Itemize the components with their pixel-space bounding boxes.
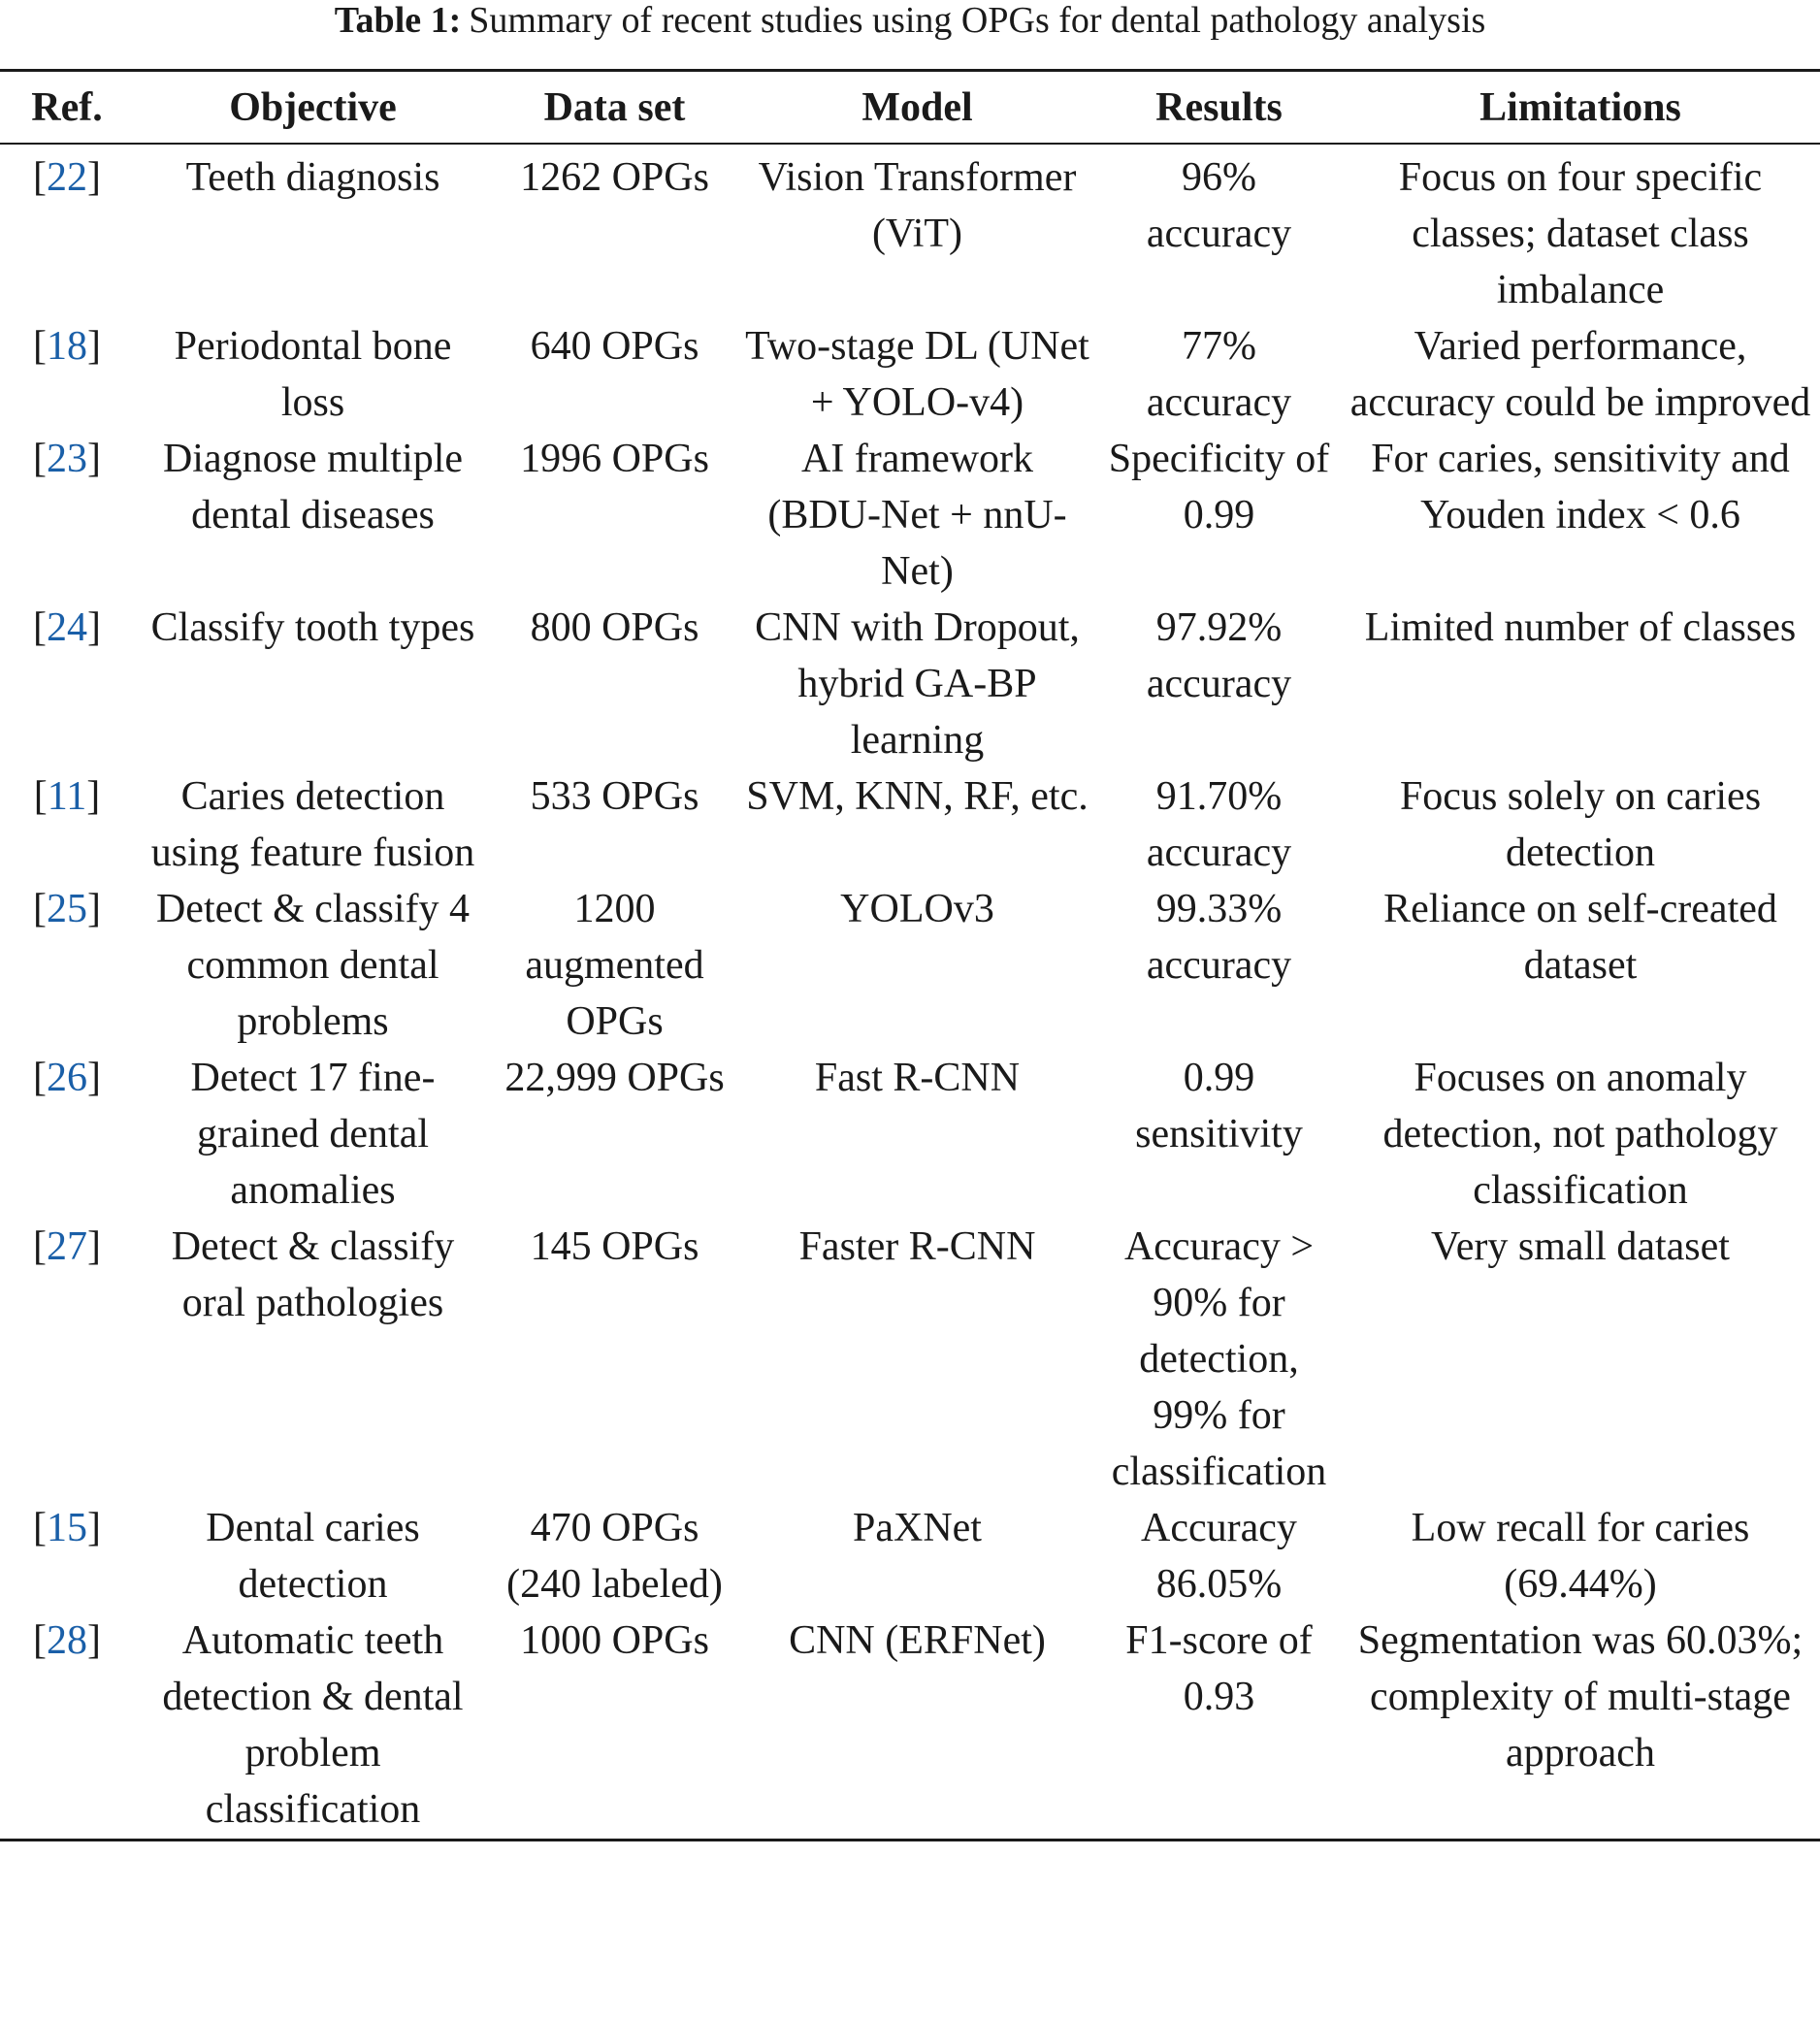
header-model: Model [861, 84, 973, 130]
reference-link[interactable]: 22 [47, 155, 87, 200]
results-cell: F1-score of 0.93 [1125, 1618, 1313, 1719]
table-caption [0, 0, 1820, 41]
limitations-cell: Limited number of classes [1364, 605, 1797, 650]
limitations-cell: Very small dataset [1431, 1224, 1730, 1269]
table-caption-label: Table 1: [334, 0, 462, 41]
objective-cell: Detect & classify 4 common dental problems [155, 887, 471, 1044]
model-cell: YOLOv3 [840, 887, 994, 931]
table-row [0, 1613, 1820, 1841]
dataset-cell: 1262 OPGs [520, 155, 709, 200]
limitations-cell: Focuses on anomaly detection, not pathology classification [1382, 1056, 1778, 1213]
objective-cell: Teeth diagnosis [185, 155, 440, 200]
model-cell: Two-stage DL (UNet + YOLO-v4) [745, 324, 1089, 425]
ref-cell: [23] [33, 437, 101, 481]
model-cell: CNN with Dropout, hybrid GA-BP learning [755, 605, 1080, 763]
dataset-cell: 470 OPGs (240 labeled) [506, 1506, 723, 1607]
results-cell: 0.99 sensitivity [1135, 1056, 1303, 1157]
results-cell: 97.92% accuracy [1146, 605, 1292, 706]
table-caption-text: Summary of recent studies using OPGs for dental pathology analysis [469, 0, 1486, 41]
ref-cell: [25] [33, 887, 101, 931]
header-ref: Ref. [31, 84, 103, 130]
header-limitations: Limitations [1479, 84, 1681, 130]
limitations-cell: Low recall for caries (69.44%) [1411, 1506, 1750, 1607]
table-row [0, 768, 1820, 881]
dataset-cell: 800 OPGs [530, 605, 699, 650]
table-row [0, 318, 1820, 431]
objective-cell: Dental caries detection [206, 1506, 420, 1607]
objective-cell: Detect 17 fine-grained dental anomalies [190, 1056, 436, 1213]
objective-cell: Periodontal bone loss [174, 324, 452, 425]
objective-cell: Automatic teeth detection & dental problem classification [162, 1618, 464, 1832]
objective-cell: Detect & classify oral pathologies [171, 1224, 455, 1325]
objective-cell: Diagnose multiple dental diseases [162, 437, 464, 538]
ref-cell: [18] [33, 324, 101, 369]
reference-link[interactable]: 28 [47, 1618, 87, 1663]
header-row [0, 71, 1820, 145]
model-cell: SVM, KNN, RF, etc. [746, 774, 1089, 819]
dataset-cell: 1996 OPGs [520, 437, 709, 481]
dataset-cell: 1000 OPGs [520, 1618, 709, 1663]
limitations-cell: Reliance on self-created dataset [1383, 887, 1777, 988]
limitations-cell: Varied performance, accuracy could be improved [1349, 324, 1811, 425]
summary-table [0, 69, 1820, 1841]
header-dataset: Data set [543, 84, 686, 130]
dataset-cell: 145 OPGs [530, 1224, 699, 1269]
table-row [0, 1050, 1820, 1219]
model-cell: Fast R-CNN [814, 1056, 1021, 1100]
reference-link[interactable]: 23 [47, 437, 87, 481]
table-row [0, 881, 1820, 1050]
table-row [0, 1500, 1820, 1613]
results-cell: 99.33% accuracy [1146, 887, 1292, 988]
table-body [0, 144, 1820, 1841]
ref-cell: [15] [33, 1506, 101, 1550]
model-cell: AI framework (BDU-Net + nnU-Net) [767, 437, 1067, 594]
results-cell: 77% accuracy [1146, 324, 1292, 425]
reference-link[interactable]: 11 [47, 774, 87, 819]
table-row [0, 600, 1820, 768]
limitations-cell: Segmentation was 60.03%; complexity of multi-stage approach [1357, 1618, 1804, 1776]
results-cell: 96% accuracy [1146, 155, 1292, 256]
results-cell: Specificity of 0.99 [1108, 437, 1330, 538]
dataset-cell: 533 OPGs [530, 774, 699, 819]
table-row [0, 144, 1820, 318]
ref-cell: [27] [33, 1224, 101, 1269]
table-row [0, 1219, 1820, 1500]
model-cell: CNN (ERFNet) [789, 1618, 1046, 1663]
model-cell: Vision Transformer (ViT) [758, 155, 1077, 256]
reference-link[interactable]: 18 [47, 324, 87, 369]
reference-link[interactable]: 24 [47, 605, 87, 650]
ref-cell: [26] [33, 1056, 101, 1100]
reference-link[interactable]: 25 [47, 887, 87, 931]
ref-cell: [11] [33, 774, 101, 819]
ref-cell: [28] [33, 1618, 101, 1663]
reference-link[interactable]: 27 [47, 1224, 87, 1269]
objective-cell: Classify tooth types [150, 605, 475, 650]
reference-link[interactable]: 15 [47, 1506, 87, 1550]
dataset-cell: 22,999 OPGs [504, 1056, 725, 1100]
results-cell: 91.70% accuracy [1146, 774, 1292, 875]
header-results: Results [1155, 84, 1283, 130]
header-objective: Objective [229, 84, 397, 130]
limitations-cell: Focus solely on caries detection [1399, 774, 1762, 875]
dataset-cell: 1200 augmented OPGs [525, 887, 704, 1044]
model-cell: PaXNet [853, 1506, 982, 1550]
table-row [0, 431, 1820, 600]
results-cell: Accuracy 86.05% [1141, 1506, 1297, 1607]
dataset-cell: 640 OPGs [530, 324, 699, 369]
objective-cell: Caries detection using feature fusion [150, 774, 475, 875]
results-cell: Accuracy > 90% for detection, 99% for classification [1111, 1224, 1327, 1494]
model-cell: Faster R-CNN [798, 1224, 1036, 1269]
limitations-cell: Focus on four specific classes; dataset class imbalance [1398, 155, 1763, 312]
limitations-cell: For caries, sensitivity and Youden index < 0.6 [1371, 437, 1790, 538]
ref-cell: [22] [33, 155, 101, 200]
reference-link[interactable]: 26 [47, 1056, 87, 1100]
ref-cell: [24] [33, 605, 101, 650]
table-header [0, 71, 1820, 145]
